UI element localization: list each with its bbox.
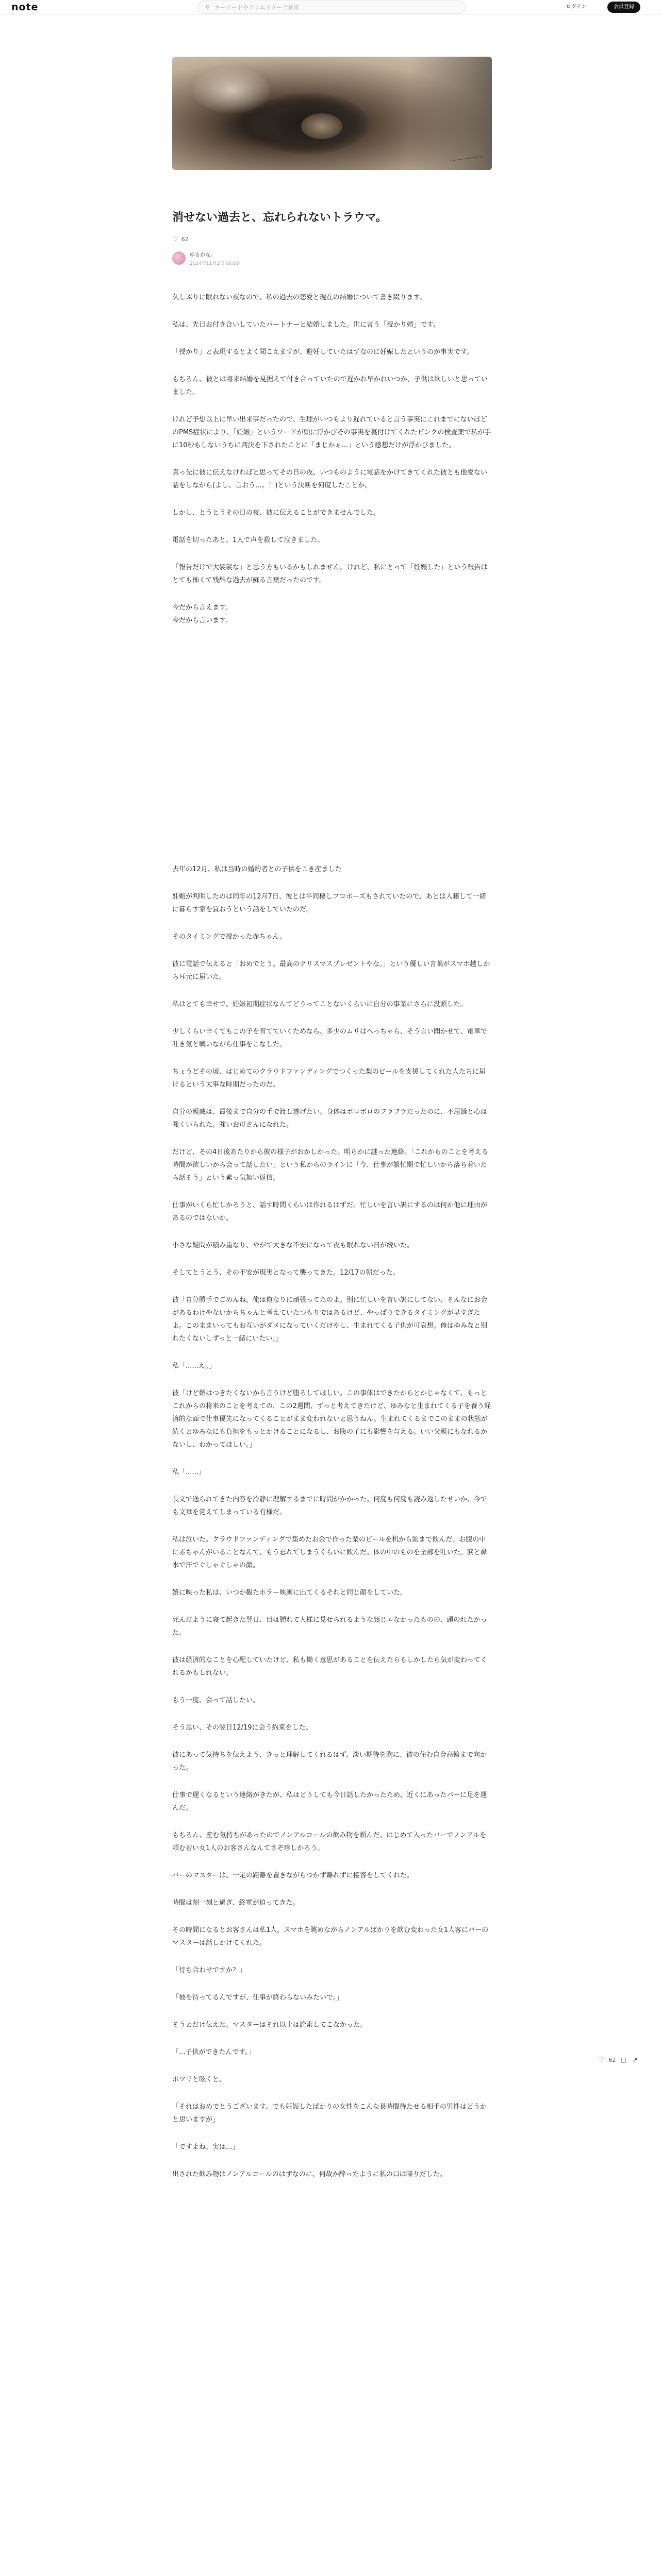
article-paragraph: 私は泣いた。クラウドファンディングで集めたお金で作った梨のビールを机から頭まで飲んだ。お腹の中に赤ちゃんがいることなんて、もう忘れてしまうくらいに飲んだ。体の中のものを全部を吐いた。涙と鼻水で汗でぐしゃぐしゃの顔。 [172, 1535, 487, 1569]
article-paragraph: だけど、その4日後あたりから彼の様子がおかしかった。明らかに謎った連絡。「これからのことを考える時間が欲しいから会って話したい」という私からのラインに「今、仕事が繁忙期で忙しいから落ち着いたら話そう」という素っ気無い返信。 [172, 1148, 488, 1182]
site-header [0, 0, 662, 15]
article-paragraph: もちろん、産む気持ちがあったのでノンアルコールの飲み物を頼んだ。はじめて入ったバーでノンアルを頼む若い女1人のお客さんなんてさぞ珍しかろう。 [172, 1831, 487, 1852]
article-paragraph: けれど予想以上に早い出来事だったので、生理がいつもより遅れていると言う事実にこれまでにないほどのPMS症状により、「妊娠」というワードが頭に浮かびその事実を裏付けてくれたピンクの検査薬で私が手に10秒もしないうちに判決を下されたことに「まじかぁ...」という感想だけが浮かびました。 [172, 415, 491, 449]
article-paragraph: 彼は経済的なことを心配していたけど、私も働く意思があることを伝えたらもしかしたら気が変わってくれるかもしれない。 [172, 1656, 487, 1677]
article-paragraph: ポツリと呟くと、 [172, 2075, 226, 2083]
article-paragraph: 仕事で遅くなるという連絡がきたが、私はどうしても今日話したかったため、近くにあったバーに足を運んだ。 [172, 1791, 487, 1812]
article-paragraph: しかし、とうとうその日の夜、彼に伝えることができませんでした。 [172, 509, 380, 517]
blank-space [172, 641, 492, 863]
article-paragraph: 時間は刻一刻と過ぎ、終電が迫ってきた。 [172, 1899, 300, 1907]
article-paragraph: 彼に電話で伝えると「おめでとう。最高のクリスマスプレゼントやな。」という優しい言葉がスマホ越しから耳元に届いた。 [172, 960, 490, 981]
article-paragraph: 久しぶりに眠れない夜なので、私の過去の恋愛と現在の結婚について書き綴ります。 [172, 293, 426, 301]
signup-button[interactable]: 会員登録 [607, 2, 640, 13]
article-paragraph: 「彼を待ってるんですが、仕事が終わらないみたいで。」 [172, 1993, 343, 2002]
publish-date: 2024年11月2日 06:05 [190, 261, 239, 266]
search-input[interactable] [213, 4, 442, 11]
floating-actions [598, 2056, 639, 2064]
search-bar[interactable] [197, 1, 466, 14]
article-body [172, 291, 492, 2181]
article-paragraph: 長文で送られてきた内容を冷静に理解するまでに時間がかかった。何度も何度も読み返したせいか、今でも文章を覚えてしまっている有様だ。 [172, 1495, 488, 1516]
author-avatar[interactable] [172, 251, 186, 265]
author-name[interactable]: ゆるかな。 [190, 252, 216, 258]
article-paragraph: 仕事がいくら忙しかろうと、話す時間くらいは作れるはずだ。忙しいを言い訳にするのは何か他に理由があるのではないか。 [172, 1201, 488, 1222]
article-paragraph: 真っ先に彼に伝えなければと思ってその日の夜、いつものように電話をかけてきてくれた彼とも他愛ない話をしながら(よし、言おう...。！)という決断を何度したことか。 [172, 468, 488, 489]
article-paragraph: 私はとても幸せで、妊娠初期症状なんてどうってことないくらいに自分の事業にさらに没頭した。 [172, 1000, 467, 1008]
note-logo[interactable]: note [11, 2, 39, 13]
article-paragraph: そしてとうとう、その不安が現実となって襲ってきた。12/17の朝だった。 [172, 1268, 400, 1277]
article [172, 57, 492, 2195]
article-paragraph: 出された飲み物はノンアルコールのはずなのに、何故か酔ったように私の口は喋りだした。 [172, 2170, 446, 2178]
article-paragraph: 彼「けど媚はつきたくないから言うけど堕ろしてほしい。この事体はできたからとかじゃなくて、もっとこれからの将来のことを考えての、この2週間、ずっと考えてきたけど、ゆみなと生まれてくる子を養う経済的な面で仕事優先になってくることがまま変われないと思うねん。生まれてくるまでこのままの状態が続くとゆみなにも負担をもっとかけることになるし、お腹の子にも影響を与える。いい父親にもなれるかないし、わかってほしい。」 [172, 1389, 491, 1449]
search-icon: ⚲ [205, 4, 210, 11]
share-icon[interactable]: ↗ [632, 2056, 638, 2063]
article-paragraph: もう一度、会って話したい。 [172, 1696, 260, 1704]
article-paragraph: 妊娠が判明したのは同年の12月7日、彼とは半同棲しプロポーズもされていたので、あとは入籍して一緒に暮らす家を買おうという話をしていたのだ。 [172, 892, 486, 913]
article-paragraph: 嬉に映った私は、いつか観たホラー映画に出てくるそれと同じ顔をしていた。 [172, 1588, 407, 1597]
article-paragraph: ちょうどその頃、はじめてのクラウドファンディングでつくった梨のビールを支援してくれた人たちに届けるという大事な時期だったのだ。 [172, 1067, 486, 1089]
article-paragraph: バーのマスターは、一定の距離を置きながらつかず離れずに接客をしてくれた。 [172, 1871, 413, 1879]
article-paragraph: そのタイミングで授かった赤ちゃん。 [172, 933, 287, 941]
article-paragraph: 去年の12月、私は当時の婚約者との子供をこき産ました [172, 865, 342, 873]
like-count: 62 [181, 235, 189, 243]
article-paragraph: 小さな疑問が積み重なり、やがて大きな不安になって夜も眠れない日が続いた。 [172, 1241, 414, 1249]
article-paragraph: 「授かり」と表現するとよく聞こえますが、避妊していたはずなのに妊娠したというのが事実です。 [172, 348, 473, 356]
article-paragraph: 「ですよね、実は...」 [172, 2143, 239, 2151]
article-paragraph: 死んだように寝て起きた翌日、目は腫れて人様に見せられるような顔じゃなかったものの、頭のれたかった。 [172, 1616, 487, 1637]
article-paragraph: 「報告だけで大袈裟な」と思う方もいるかもしれません。けれど、私にとって「妊娠した」という報告はとても怖くて残酷な過去が蘇る言葉だったのです。 [172, 563, 488, 584]
article-paragraph: 私「......」 [172, 1468, 205, 1476]
article-paragraph: その時間になるとお客さんは私1人。スマホを眺めながらノンアルばかりを飲む変わった女1人客にバーのマスターは話しかけてくれた。 [172, 1926, 489, 1947]
article-title: 消せない過去と、忘れられないトラウマ。 [172, 211, 387, 224]
article-paragraph: もちろん、彼とは将来結婚を見据えて付き合っていたので遅かれ早かれいつか、子供は欲しいと思っていました。 [172, 375, 488, 396]
article-paragraph: 今だから言えます。 今だから言います。 [172, 603, 232, 624]
article-hero-image [172, 57, 492, 170]
floating-like-count: 62 [608, 2056, 616, 2063]
article-paragraph: そう思い、その翌日12/19に会う約束をした。 [172, 1723, 312, 1732]
like-row [172, 235, 492, 243]
article-paragraph: 彼にあって気持ちを伝えよう、きっと理解してくれるはず。淡い期待を胸に、彼の住む自金高輪まで向かった。 [172, 1751, 487, 1772]
article-paragraph: 彼「自分勝手でごめんね。俺は俺なりに頑張ってたのよ。別に忙しいを言い訳にしてない。そんなにお金があるわけやないからちゃんと考えていたつもりではあるけど、やっぱりできるタイミングが早すぎたよ。このままいってもお互いがダメになっていくだけやし、生まれてくる子供が可哀想。俺はゆみなと別れたくないしずっと一緒にいたい。」 [172, 1296, 488, 1343]
author-info [172, 250, 492, 266]
like-heart-icon[interactable]: ♡ [598, 2056, 605, 2064]
heart-icon[interactable]: ♡ [172, 235, 178, 243]
article-paragraph: 私「......え。」 [172, 1362, 216, 1370]
article-paragraph: 自分の親戚は、最後まで自分の手で渡し遂げたい。身体はボロボロのフラフラだったのに、不思議と心は強くいられた。強いお母さんになれた。 [172, 1108, 488, 1129]
article-paragraph: 私は、先日お付き合いしていたパートナーと結婚しました。世に言う「授かり婚」です。 [172, 320, 440, 329]
article-paragraph: そうとだけ伝えた。マスターはそれ以上は詮索してこなかった。 [172, 2021, 367, 2029]
article-paragraph: 「待ち合わせですか？」 [172, 1966, 246, 1974]
article-paragraph: 「それはおめでとうございます。でも妊娠したばかりの女性をこんな長時間待たせる相手の男性はどうかと思いますが」 [172, 2103, 487, 2124]
article-paragraph: 「...子供ができたんです。」 [172, 2048, 255, 2056]
article-paragraph: 少しくらい辛くてもこの子を育てていくためなら、多少のムリはへっちゃら、そう言い聞かせて、電車で吐き気と戦いながら仕事をこなした。 [172, 1027, 487, 1048]
comment-icon[interactable]: □ [620, 2056, 627, 2063]
login-button[interactable]: ログイン [566, 4, 587, 10]
article-paragraph: 電話を切ったあと、1人で声を殺して泣きました。 [172, 536, 324, 544]
